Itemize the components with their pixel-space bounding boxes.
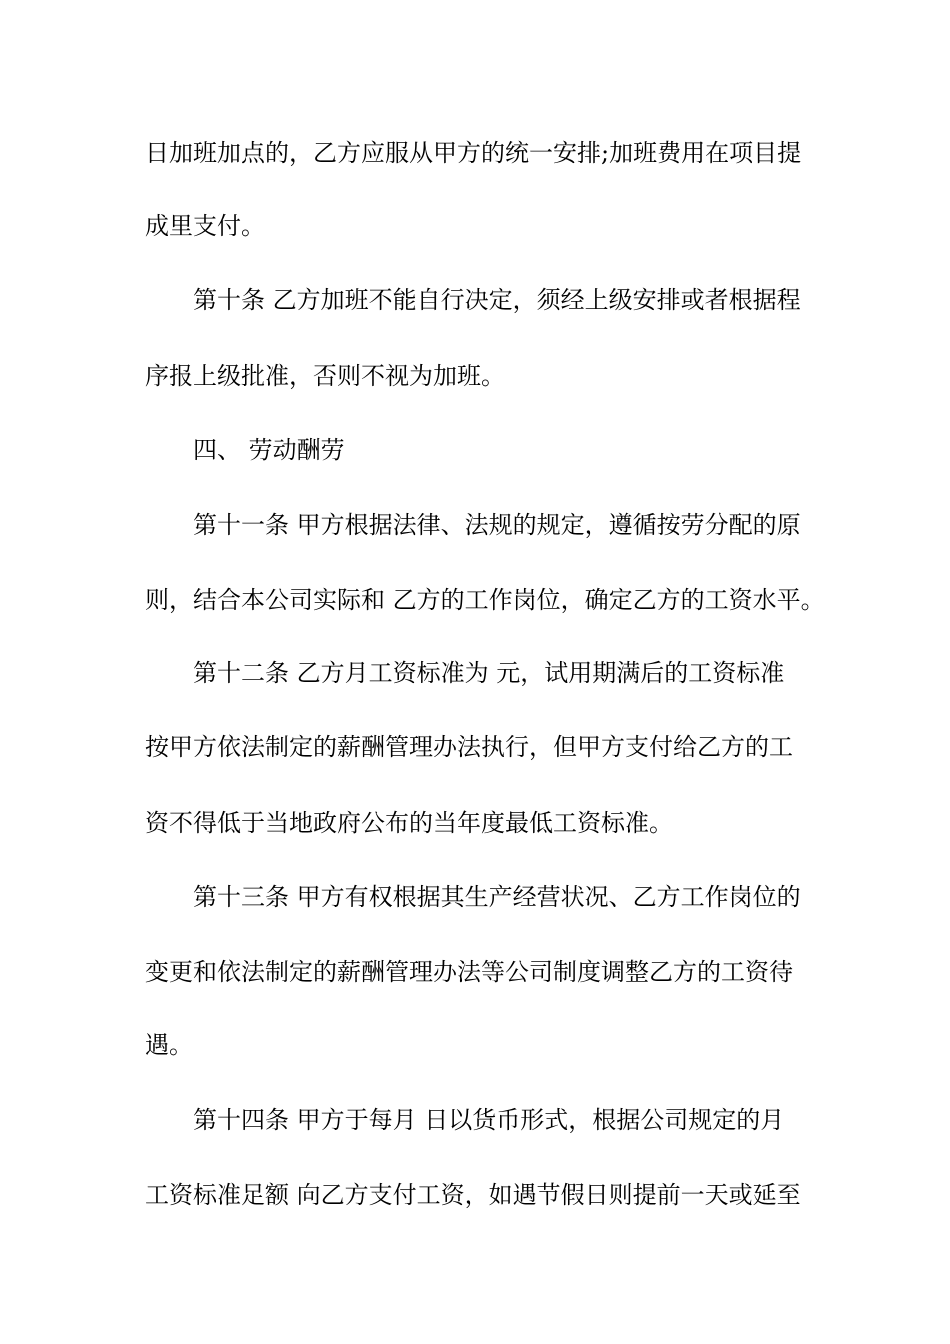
text-line: 遇。 xyxy=(145,1031,193,1059)
article-10-line: 第十条 乙方加班不能自行决定，须经上级安排或者根据程 xyxy=(193,286,801,314)
section-heading: 四、 劳动酬劳 xyxy=(193,436,345,464)
text-line: 成里支付。 xyxy=(145,212,265,240)
text-line: 变更和依法制定的薪酬管理办法等公司制度调整乙方的工资待 xyxy=(145,958,793,986)
text-line: 则，结合本公司实际和 乙方的工作岗位，确定乙方的工资水平。 xyxy=(145,586,825,614)
text-line: 日加班加点的，乙方应服从甲方的统一安排;加班费用在项目提 xyxy=(145,139,802,167)
article-13-line: 第十三条 甲方有权根据其生产经营状况、乙方工作岗位的 xyxy=(193,883,801,911)
article-11-line: 第十一条 甲方根据法律、法规的规定，遵循按劳分配的原 xyxy=(193,511,801,539)
text-line: 按甲方依法制定的薪酬管理办法执行，但甲方支付给乙方的工 xyxy=(145,733,793,761)
text-line: 资不得低于当地政府公布的当年度最低工资标准。 xyxy=(145,809,673,837)
article-12-line: 第十二条 乙方月工资标准为 元，试用期满后的工资标准 xyxy=(193,659,785,687)
text-line: 序报上级批准，否则不视为加班。 xyxy=(145,362,505,390)
text-line: 工资标准足额 向乙方支付工资，如遇节假日则提前一天或延至 xyxy=(145,1181,801,1209)
article-14-line: 第十四条 甲方于每月 日以货币形式，根据公司规定的月 xyxy=(193,1106,785,1134)
